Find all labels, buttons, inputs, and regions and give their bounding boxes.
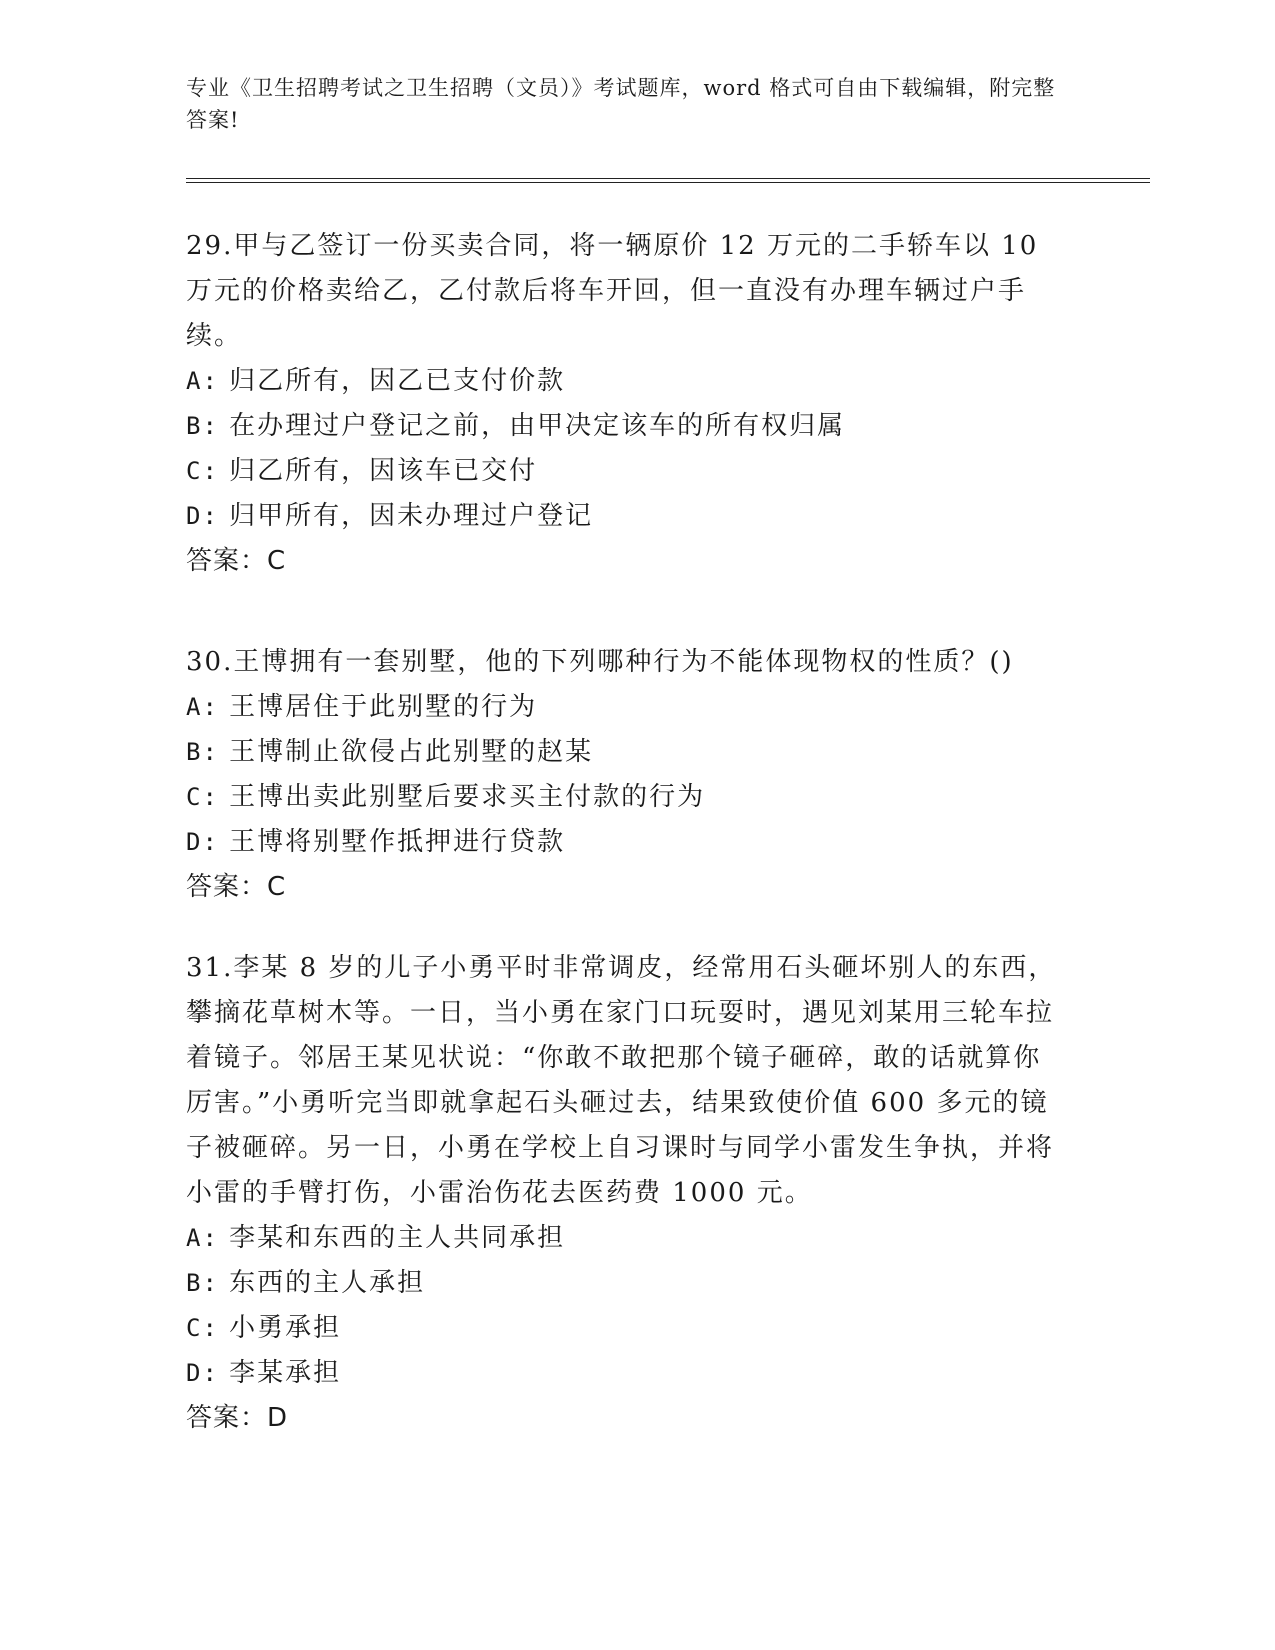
option-letter: B: [186,738,219,766]
document-header: 专业《卫生招聘考试之卫生招聘（文员）》考试题库，word 格式可自由下载编辑，附完整答案! [186,76,1056,132]
answer-line: 答案：C [186,546,287,576]
option-letter: A: [186,367,219,395]
option-c [186,1306,1066,1351]
option-text: 李某承担 [229,1358,342,1388]
option-letter: D: [186,502,219,530]
header-divider [186,178,1150,183]
option-b [186,404,1066,449]
option-d [186,494,1066,539]
option-letter: B: [186,1269,219,1297]
option-text: 归甲所有，因未办理过户登记 [229,501,594,531]
question-stem: 30.王博拥有一套别墅，他的下列哪种行为不能体现物权的性质？() [186,647,1014,677]
option-text: 王博制止欲侵占此别墅的赵某 [229,737,594,767]
option-text: 在办理过户登记之前，由甲决定该车的所有权归属 [229,411,846,441]
option-letter: A: [186,1224,219,1252]
question-30 [186,640,1066,910]
option-text: 李某和东西的主人共同承担 [229,1223,566,1253]
option-letter: D: [186,828,219,856]
option-letter: B: [186,412,219,440]
option-c [186,775,1066,820]
question-31 [186,946,1066,1441]
option-c [186,449,1066,494]
option-letter: C: [186,1314,219,1342]
option-text: 归乙所有，因该车已交付 [229,456,538,486]
option-text: 归乙所有，因乙已支付价款 [229,366,566,396]
option-text: 东西的主人承担 [229,1268,426,1298]
option-text: 小勇承担 [229,1313,342,1343]
option-a [186,1216,1066,1261]
option-b [186,1261,1066,1306]
question-29 [186,224,1066,584]
option-text: 王博居住于此别墅的行为 [229,692,538,722]
question-stem: 31.李某 8 岁的儿子小勇平时非常调皮，经常用石头砸坏别人的东西，攀摘花草树木等。一日，当小勇在家门口玩耍时，遇见刘某用三轮车拉着镜子。邻居王某见状说：“你敢不敢把那个镜子砸碎，敢的话就算你厉害。”小勇听完当即就拿起石头砸过去，结果致使价值 600 多元的镜子被砸碎。另一日，小勇在学校上自习课时与同学小雷发生争执，并将小雷的手臂打伤，小雷治伤花去医药费 1000 元。 [186,953,1057,1208]
option-letter: C: [186,457,219,485]
option-text: 王博出卖此别墅后要求买主付款的行为 [229,782,706,812]
option-b [186,730,1066,775]
option-d [186,820,1066,865]
option-letter: A: [186,693,219,721]
answer-line: 答案：C [186,872,287,902]
question-stem: 29.甲与乙签订一份买卖合同，将一辆原价 12 万元的二手轿车以 10 万元的价格卖给乙，乙付款后将车开回，但一直没有办理车辆过户手续。 [186,231,1039,351]
option-a [186,685,1066,730]
option-letter: C: [186,783,219,811]
answer-line: 答案：D [186,1403,289,1433]
option-a [186,359,1066,404]
option-text: 王博将别墅作抵押进行贷款 [229,827,566,857]
option-d [186,1351,1066,1396]
option-letter: D: [186,1359,219,1387]
